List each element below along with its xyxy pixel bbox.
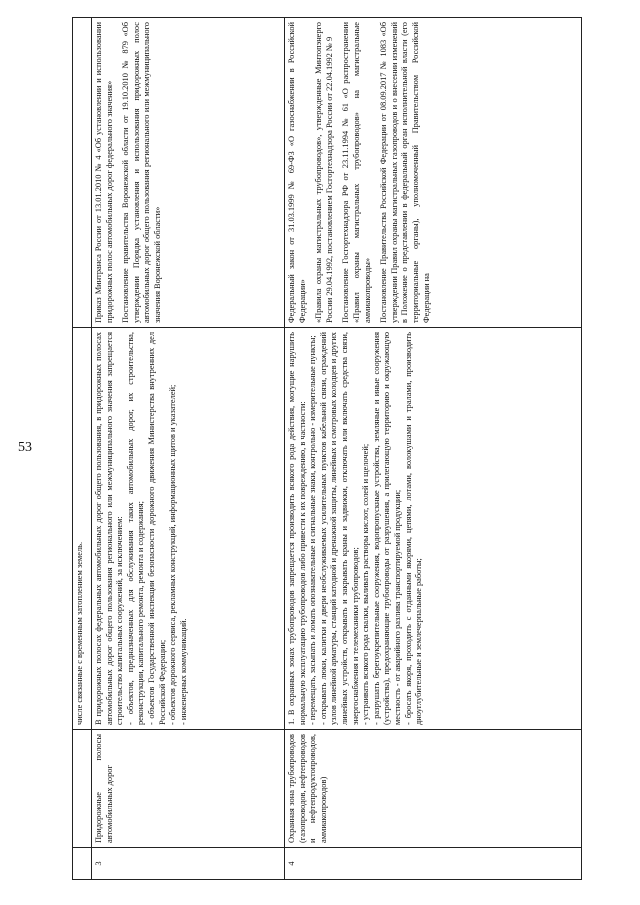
law-reference: Постановление Госгортехнадзора РФ от 23.11.1994 № 61 «О распространении «Правил охраны магистральных трубопроводов» на магистральные аммиакопроводы» [341,22,372,323]
cell-zone-empty [73,730,92,848]
law-reference: Постановление Правительства Российской Федерации от 08.09.2017 № 1083 «Об утверждении Правил охраны магистральных газопроводов и о внесении изменений в Положение о представлении в федеральный орган исполнительной власти (его территориальные органы), уполномоченный Правительством Российской Федерации на [379,22,431,323]
zone-name: Охранная зона трубопроводов (газопроводов, нефтепроводов и нефтепродуктопроводов, аммиакопроводов) [285,730,582,848]
law-reference: Федеральный закон от 31.03.1999 № 69-ФЗ «О газоснабжении в Российской Федерации» [287,22,307,323]
restrictions-intro: В придорожных полосах федеральных автомобильных дорог общего пользования, в придорожных полосах автомобильных дорог общего пользования регионального или межмуниципального значения запрещается строительство капитальных сооружений, за исключением: [94,332,125,725]
law-reference: Приказ Минтранса России от 13.01.2010 № 4 «Об установлении и использовании придорожных полос автомобильных дорог федерального значения» [94,22,114,323]
restrictions-list [126,332,190,725]
row-number: 4 [285,848,582,880]
table-row [92,18,285,880]
list-item: - объектов дорожного сервиса, рекламных конструкций, информационных щитов и указателей; [168,384,178,725]
page-number: 53 [18,440,32,455]
list-item: - бросать якоря, проходить с отданными якорями, цепями, лотами, волокушами и тралами, производить дноуглубительные и землечерпальные работы; [403,332,424,725]
restrictions-table [72,17,582,880]
list-item: - инженерных коммуникаций. [178,618,188,725]
table-row [285,18,582,880]
list-item: - открывать люки, калитки и двери необслуживаемых усилительных пунктов кабельной связи, ограждений узлов линейной арматуры, станций катодной и дренажной защиты, линейных и смотровых колодцев и других линейных устройств, открывать и закрывать краны и задвижки, отключать или включать средства связи, энергоснабжения и телемеханики трубопроводов; [318,332,360,725]
rotated-table-sheet [72,18,582,880]
list-item: - перемещать, засыпать и ломать опознавательные и сигнальные знаки, контрольно - измерительные пункты; [308,335,318,725]
list-item: - устраивать всякого рода свалки, выливать растворы кислот, солей и щелочей; [361,443,371,725]
table-row-continuation [73,18,92,880]
restrictions-intro: 1. В охранных зонах трубопроводов запрещается производить всякого рода действия, могущие нарушить нормальную эксплуатацию трубопроводов либо привести к их повреждению, в частности: [287,332,307,725]
list-item: - разрушать берегоукрепительные сооружения, водопропускные устройства, земляные и иные сооружения (устройства), предохраняющие трубопроводы от разрушения, а прилегающую территорию и окружающую местность - от аварийного разлива транспортируемой продукции; [371,332,402,725]
zone-name: Придорожные полосы автомобильных дорог [92,730,285,848]
list-item: - объектов, предназначенных для обслуживания таких автомобильных дорог, их строительства, реконструкции, капитального ремонта, ремонта и содержания; [125,332,146,725]
laws-cell [285,18,582,328]
restrictions-cell [285,328,582,730]
law-reference: Постановление правительства Воронежской области от 19.10.2010 № 879 «Об утверждении Порядка установления и использования придорожных полос автомобильных дорог общего пользования регионального или межмуниципального значения Воронежской области» [121,22,162,323]
continuation-text: числе связанные с временным затоплением земель. [73,328,92,730]
cell-num-empty [73,848,92,880]
law-reference: «Правила охраны магистральных трубопроводов», утвержденные Минтопэнерго России 29.04.1992, постановлением Госгортехнадзора России от 22.04.1992 № 9 [314,22,334,323]
laws-cell [92,18,285,328]
restrictions-list [308,332,425,725]
cell-law-empty [73,18,92,328]
row-number: 3 [92,848,285,880]
list-item: - объектов Государственной инспекции безопасности дорожного движения Министерства внутренних дел Российской Федерации; [146,332,167,725]
restrictions-cell [92,328,285,730]
